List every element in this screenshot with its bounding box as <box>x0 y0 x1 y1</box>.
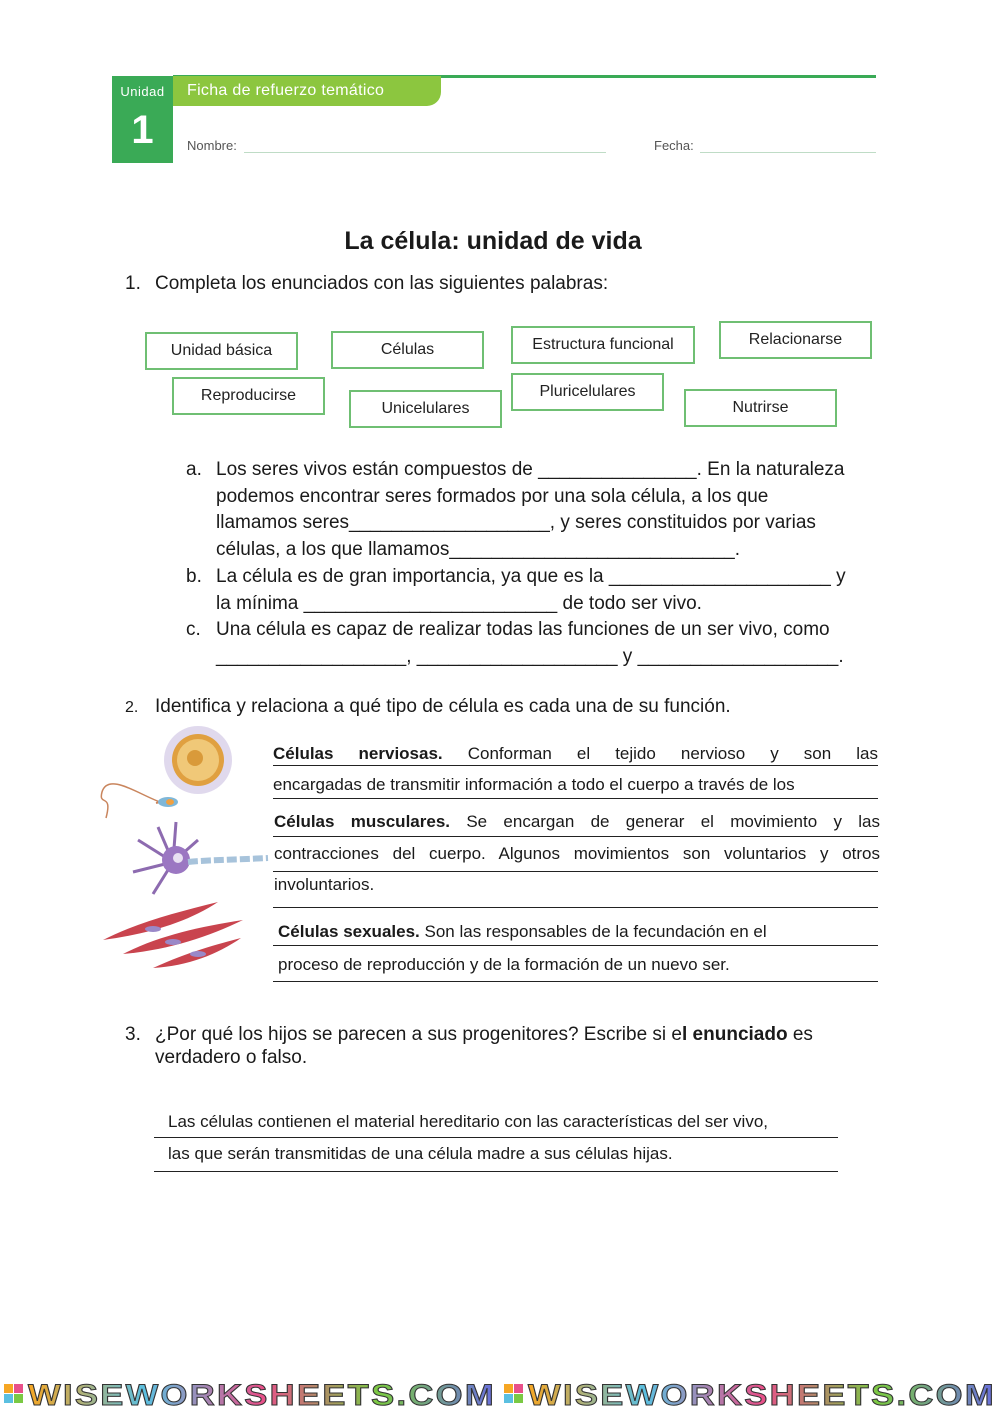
answer-line[interactable] <box>273 981 878 982</box>
answer-line[interactable] <box>154 1171 838 1172</box>
word-chip[interactable]: Reproducirse <box>172 377 325 415</box>
item-line: llamamos seres___________________, y seres constituidos por varias <box>216 512 816 533</box>
definition-sexuales-line1: Células sexuales. Son las responsables de la fecundación en el <box>278 922 767 941</box>
question-2 <box>125 696 731 718</box>
item-c <box>186 617 906 670</box>
cell-type-label: Células musculares. <box>274 812 450 831</box>
question-text: Identifica y relaciona a qué tipo de célula es cada una de su función. <box>155 696 731 717</box>
definition-musculares-line2: contracciones del cuerpo. Algunos movimientos son voluntarios y otros <box>274 844 880 863</box>
answer-line[interactable] <box>273 945 878 946</box>
item-letter: a. <box>186 459 202 480</box>
item-line: células, a los que llamamos___________________________. <box>216 538 740 560</box>
name-field[interactable] <box>244 152 606 153</box>
page-title: La célula: unidad de vida <box>344 227 642 255</box>
cell-type-label: Células sexuales. <box>278 922 420 941</box>
cell-type-label: Células nerviosas. <box>273 744 443 763</box>
worksheet-type-tab: Ficha de refuerzo temático <box>173 76 441 106</box>
statement-line2: las que serán transmitidas de una célula madre a sus células hijas. <box>168 1144 673 1163</box>
definition-nerviosas-line2: encargadas de transmitir información a todo el cuerpo a través de los <box>273 775 795 794</box>
question-3: 3. ¿Por qué los hijos se parecen a sus progenitores? Escribe si el enunciado es verdadero o falso. <box>125 1024 813 1068</box>
unit-label: Unidad <box>120 84 165 99</box>
question-number: 1. <box>125 273 141 294</box>
item-line: __________________, ___________________ y ___________________. <box>216 645 844 667</box>
definition-musculares-line1: Células musculares. Se encargan de generar el movimiento y las <box>274 812 880 831</box>
answer-line[interactable] <box>273 836 878 837</box>
question-1 <box>125 273 608 295</box>
item-letter: b. <box>186 566 202 587</box>
name-label: Nombre: <box>187 138 237 153</box>
word-chip[interactable]: Estructura funcional <box>511 326 695 364</box>
sperm-cell-icon <box>101 784 178 818</box>
word-chip[interactable]: Unidad básica <box>145 332 298 370</box>
item-letter: c. <box>186 619 201 640</box>
word-chip[interactable]: Nutrirse <box>684 389 837 427</box>
unit-number: 1 <box>131 108 154 152</box>
date-field[interactable] <box>700 152 876 153</box>
egg-cell-icon <box>164 726 232 794</box>
cells-illustration <box>98 722 273 980</box>
word-chip[interactable]: Relacionarse <box>719 321 872 359</box>
definition-nerviosas-line1: Células nerviosas. Conforman el tejido nervioso y son las <box>273 744 878 763</box>
statement-line1: Las células contienen el material hereditario con las características del ser vivo, <box>168 1112 769 1131</box>
word-chip[interactable]: Células <box>331 331 484 369</box>
unit-badge <box>112 76 173 163</box>
item-line: podemos encontrar seres formados por una sola célula, a los que <box>216 485 769 507</box>
item-a <box>186 457 906 563</box>
neuron-icon <box>133 822 268 894</box>
watermark-logo-icon <box>0 1378 1000 1413</box>
svg-text:WISEWORKSHEETS.COM: WISEWORKSHEETS.COM <box>528 1379 996 1412</box>
question-number: 2. <box>125 699 139 716</box>
item-line: La célula es de gran importancia, ya que es la _____________________ y <box>216 566 846 587</box>
date-label: Fecha: <box>654 138 694 153</box>
word-chip[interactable]: Pluricelulares <box>511 373 664 411</box>
question-number: 3. <box>125 1024 141 1045</box>
item-line: Una célula es capaz de realizar todas las funciones de un ser vivo, como <box>216 619 830 640</box>
item-b <box>186 564 906 617</box>
muscle-cells-icon <box>103 902 243 968</box>
word-chip[interactable]: Unicelulares <box>349 390 502 428</box>
definition-musculares-line3: involuntarios. <box>274 875 375 894</box>
item-line: Los seres vivos están compuestos de _______________. En la naturaleza <box>216 459 845 480</box>
answer-line[interactable] <box>273 765 878 766</box>
answer-line[interactable] <box>273 798 878 799</box>
definition-sexuales-line2: proceso de reproducción y de la formación de un nuevo ser. <box>278 955 730 974</box>
answer-line[interactable] <box>273 907 878 908</box>
footer-watermark <box>0 1378 1000 1413</box>
item-line: la mínima ________________________ de todo ser vivo. <box>216 592 702 614</box>
svg-text:WISEWORKSHEETS.COM: WISEWORKSHEETS.COM <box>28 1379 496 1412</box>
question-text: Completa los enunciados con las siguientes palabras: <box>155 273 609 294</box>
